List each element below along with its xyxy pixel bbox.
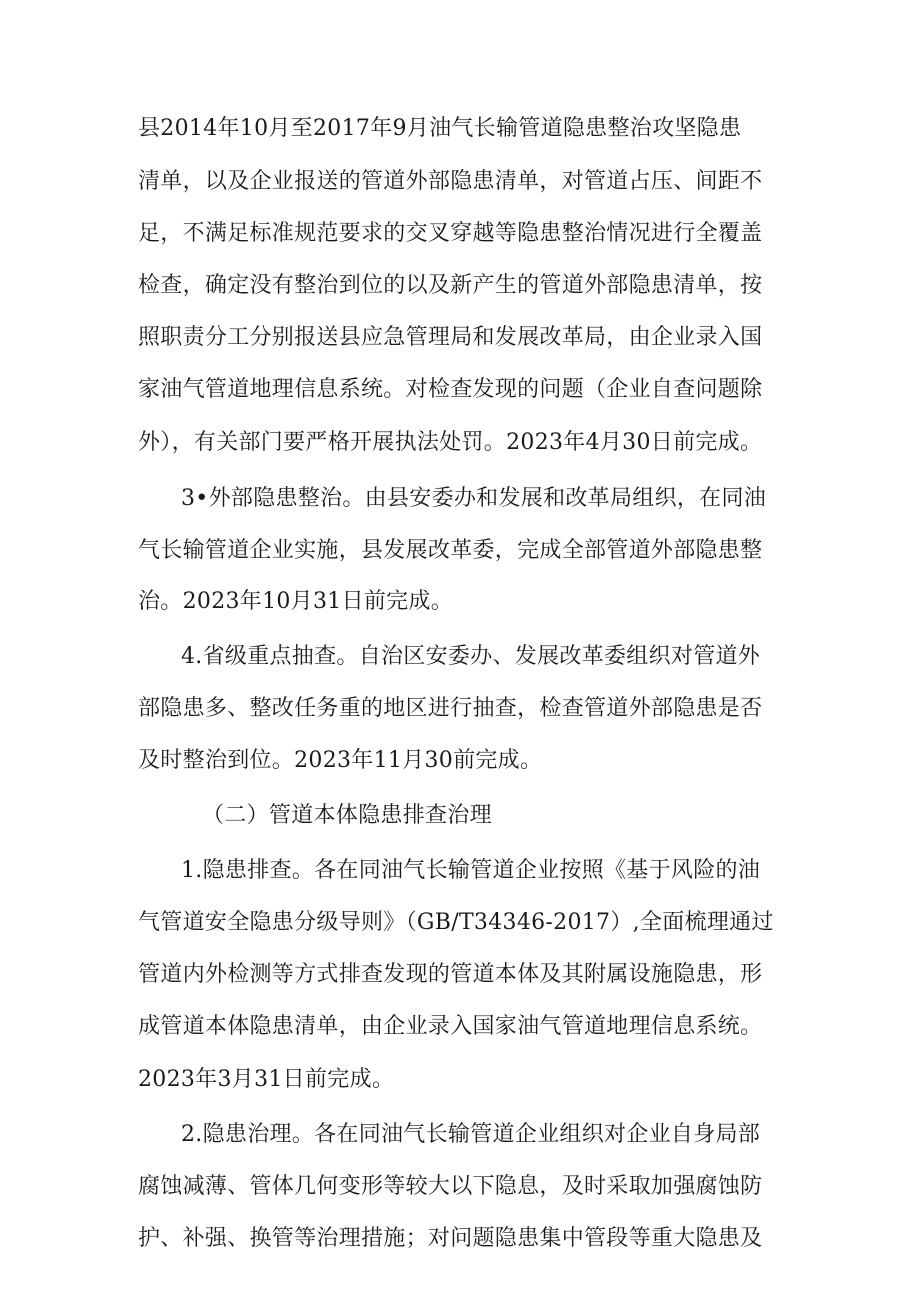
text-line: 气长输管道企业实施，县发展改革委，完成全部管道外部隐患整 (138, 538, 763, 563)
paragraph-start: 2.隐患治理。各在同油气长输管道企业组织对企业自身局部 (181, 1122, 761, 1147)
text-line: 管道内外检测等方式排查发现的管道本体及其附属设施隐患，形 (138, 962, 763, 987)
paragraph-start: 4.省级重点抽查。自治区安委办、发展改革委组织对管道外 (181, 644, 761, 669)
section-heading: （二）管道本体隐患排查治理 (202, 803, 492, 828)
paragraph-start: 3•外部隐患整治。由县安委办和发展和改革局组织，在同油 (181, 486, 767, 511)
text-line: 部隐患多、整改任务重的地区进行抽查，检查管道外部隐患是否 (138, 696, 763, 721)
text-line: 照职责分工分别报送县应急管理局和发展改革局，由企业录入国 (138, 325, 763, 350)
text-line: 及时整治到位。2023年11月30前完成。 (138, 748, 543, 773)
text-line: 县2014年10月至2017年9月油气长输管道隐患整治攻坚隐患 (138, 116, 742, 141)
text-line: 检查，确定没有整治到位的以及新产生的管道外部隐患清单，按 (138, 273, 763, 298)
text-line: 治。2023年10月31日前完成。 (138, 589, 454, 614)
text-line: 外），有关部门要严格开展执法处罚。2023年4月30日前完成。 (138, 430, 763, 455)
text-line: 2023年3月31日前完成。 (138, 1067, 395, 1092)
text-line: 气管道安全隐患分级导则》（GB/T34346-2017）,全面梳理通过 (138, 910, 774, 935)
paragraph-start: 1.隐患排查。各在同油气长输管道企业按照《基于风险的油 (181, 858, 761, 883)
text-line: 家油气管道地理信息系统。对检查发现的问题（企业自查问题除 (138, 377, 763, 402)
text-line: 清单，以及企业报送的管道外部隐患清单，对管道占压、间距不 (138, 169, 763, 194)
text-line: 成管道本体隐患清单，由企业录入国家油气管道地理信息系统。 (138, 1014, 763, 1039)
text-line: 护、补强、换管等治理措施；对问题隐患集中管段等重大隐患及 (138, 1226, 763, 1251)
text-line: 腐蚀减薄、管体几何变形等较大以下隐息，及时采取加强腐蚀防 (138, 1174, 763, 1199)
text-line: 足，不满足标准规范要求的交叉穿越等隐患整治情况进行全覆盖 (138, 221, 763, 246)
